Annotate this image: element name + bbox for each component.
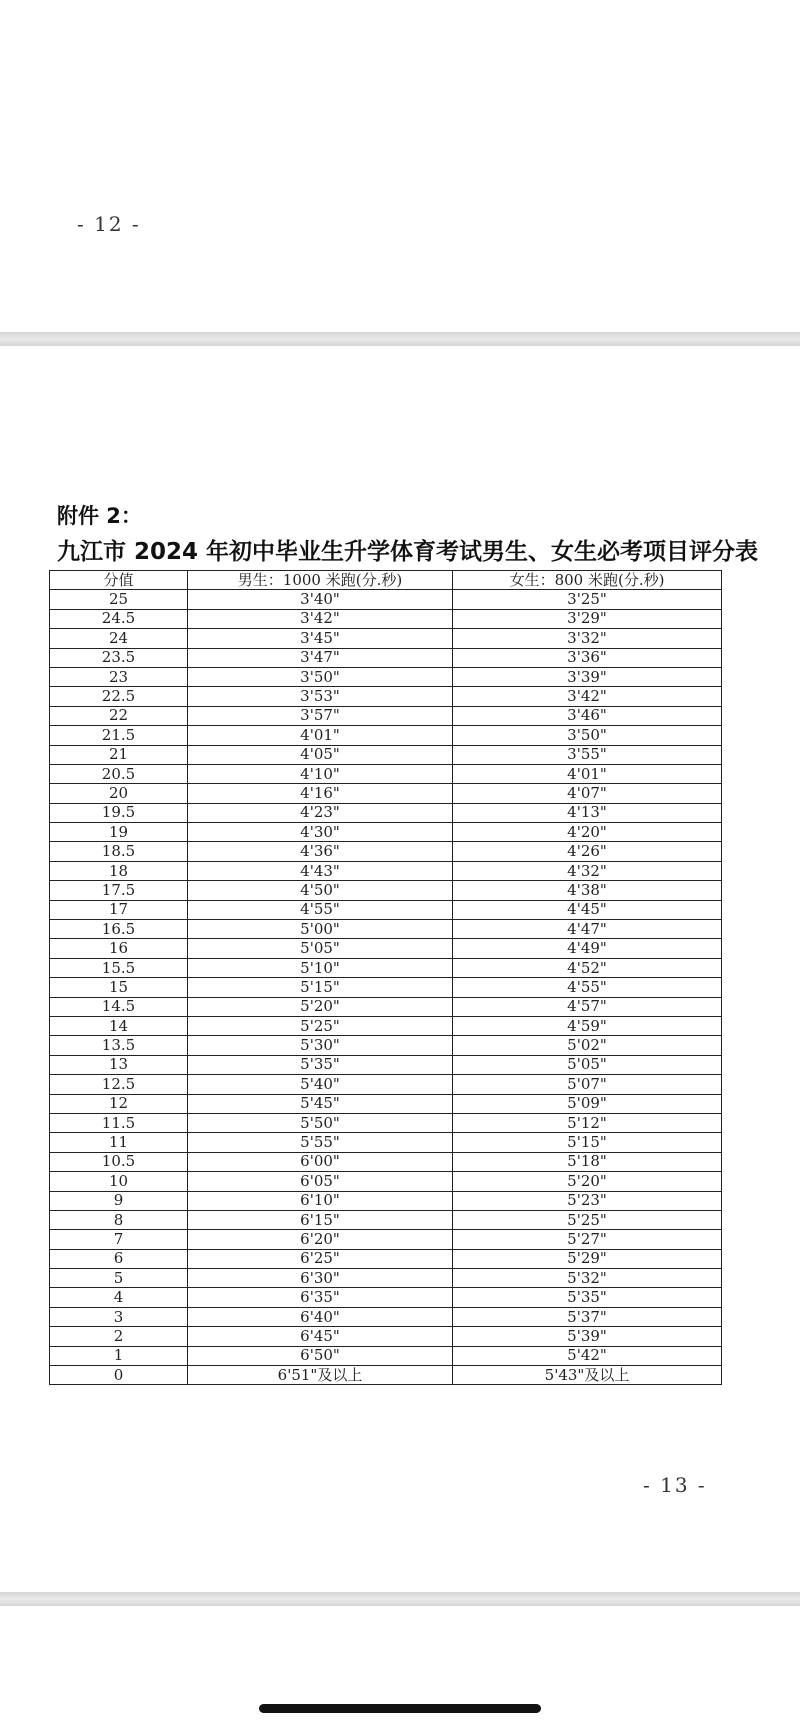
table-row <box>50 784 722 803</box>
cell-boys-time: 5'25" <box>188 1016 453 1035</box>
cell-boys-time: 3'45" <box>188 629 453 648</box>
cell-score: 17.5 <box>50 881 188 900</box>
cell-girls-time: 5'07" <box>453 1075 722 1094</box>
table-row <box>50 823 722 842</box>
table-row <box>50 958 722 977</box>
cell-boys-time: 4'43" <box>188 861 453 880</box>
cell-boys-time: 5'30" <box>188 1036 453 1055</box>
cell-girls-time: 5'39" <box>453 1327 722 1346</box>
cell-girls-time: 5'09" <box>453 1094 722 1113</box>
cell-girls-time: 4'38" <box>453 881 722 900</box>
cell-score: 10 <box>50 1172 188 1191</box>
cell-boys-time: 4'05" <box>188 745 453 764</box>
cell-girls-time: 5'02" <box>453 1036 722 1055</box>
cell-girls-time: 3'39" <box>453 667 722 686</box>
cell-girls-time: 3'42" <box>453 687 722 706</box>
cell-boys-time: 3'50" <box>188 667 453 686</box>
attachment-label: 附件 2： <box>57 504 142 528</box>
table-row <box>50 997 722 1016</box>
cell-girls-time: 5'42" <box>453 1346 722 1365</box>
header-score: 分值 <box>50 571 188 590</box>
table-row <box>50 726 722 745</box>
home-indicator[interactable] <box>259 1704 541 1713</box>
table-row <box>50 1327 722 1346</box>
table-row <box>50 609 722 628</box>
cell-score: 15 <box>50 978 188 997</box>
table-row <box>50 900 722 919</box>
cell-girls-time: 5'32" <box>453 1269 722 1288</box>
cell-boys-time: 6'51"及以上 <box>188 1366 453 1385</box>
cell-girls-time: 3'50" <box>453 726 722 745</box>
table-row <box>50 1346 722 1365</box>
cell-score: 18.5 <box>50 842 188 861</box>
cell-girls-time: 3'25" <box>453 590 722 609</box>
cell-boys-time: 4'50" <box>188 881 453 900</box>
table-row <box>50 978 722 997</box>
cell-girls-time: 5'43"及以上 <box>453 1366 722 1385</box>
table-row <box>50 1210 722 1229</box>
cell-girls-time: 4'47" <box>453 920 722 939</box>
cell-score: 9 <box>50 1191 188 1210</box>
cell-score: 25 <box>50 590 188 609</box>
header-boys-1000m: 男生：1000 米跑(分.秒) <box>188 571 453 590</box>
cell-score: 22.5 <box>50 687 188 706</box>
cell-girls-time: 3'29" <box>453 609 722 628</box>
cell-score: 18 <box>50 861 188 880</box>
cell-score: 20.5 <box>50 764 188 783</box>
cell-score: 11 <box>50 1133 188 1152</box>
cell-girls-time: 3'46" <box>453 706 722 725</box>
table-row <box>50 1113 722 1132</box>
cell-boys-time: 3'40" <box>188 590 453 609</box>
cell-boys-time: 3'42" <box>188 609 453 628</box>
cell-girls-time: 3'32" <box>453 629 722 648</box>
cell-score: 24 <box>50 629 188 648</box>
cell-score: 14 <box>50 1016 188 1035</box>
table-row <box>50 1133 722 1152</box>
cell-girls-time: 4'49" <box>453 939 722 958</box>
table-row <box>50 1152 722 1171</box>
document-title: 九江市 2024 年初中毕业生升学体育考试男生、女生必考项目评分表 <box>57 539 759 565</box>
cell-boys-time: 5'50" <box>188 1113 453 1132</box>
table-row <box>50 1230 722 1249</box>
cell-score: 22 <box>50 706 188 725</box>
table-row <box>50 1249 722 1268</box>
page-separator <box>0 1592 800 1606</box>
cell-score: 19.5 <box>50 803 188 822</box>
cell-girls-time: 5'05" <box>453 1055 722 1074</box>
cell-boys-time: 3'53" <box>188 687 453 706</box>
cell-girls-time: 5'37" <box>453 1307 722 1326</box>
cell-score: 17 <box>50 900 188 919</box>
cell-boys-time: 6'50" <box>188 1346 453 1365</box>
cell-score: 23 <box>50 667 188 686</box>
cell-girls-time: 4'57" <box>453 997 722 1016</box>
cell-boys-time: 6'10" <box>188 1191 453 1210</box>
table-row <box>50 1094 722 1113</box>
cell-boys-time: 5'55" <box>188 1133 453 1152</box>
cell-girls-time: 4'13" <box>453 803 722 822</box>
cell-score: 5 <box>50 1269 188 1288</box>
cell-girls-time: 5'29" <box>453 1249 722 1268</box>
table-row <box>50 881 722 900</box>
cell-girls-time: 5'12" <box>453 1113 722 1132</box>
cell-boys-time: 5'15" <box>188 978 453 997</box>
cell-score: 19 <box>50 823 188 842</box>
cell-score: 3 <box>50 1307 188 1326</box>
cell-score: 21.5 <box>50 726 188 745</box>
cell-boys-time: 5'40" <box>188 1075 453 1094</box>
cell-girls-time: 5'27" <box>453 1230 722 1249</box>
cell-boys-time: 3'47" <box>188 648 453 667</box>
cell-score: 13 <box>50 1055 188 1074</box>
cell-score: 14.5 <box>50 997 188 1016</box>
cell-score: 8 <box>50 1210 188 1229</box>
cell-score: 10.5 <box>50 1152 188 1171</box>
cell-boys-time: 5'05" <box>188 939 453 958</box>
table-row <box>50 1191 722 1210</box>
cell-score: 11.5 <box>50 1113 188 1132</box>
table-row <box>50 687 722 706</box>
cell-boys-time: 3'57" <box>188 706 453 725</box>
table-row <box>50 1075 722 1094</box>
page-number: - 12 - <box>77 212 141 236</box>
cell-boys-time: 4'01" <box>188 726 453 745</box>
cell-boys-time: 4'16" <box>188 784 453 803</box>
cell-girls-time: 5'15" <box>453 1133 722 1152</box>
cell-score: 7 <box>50 1230 188 1249</box>
cell-score: 20 <box>50 784 188 803</box>
cell-boys-time: 5'35" <box>188 1055 453 1074</box>
cell-girls-time: 5'25" <box>453 1210 722 1229</box>
page-number: - 13 - <box>643 1473 707 1497</box>
cell-girls-time: 4'59" <box>453 1016 722 1035</box>
cell-girls-time: 4'26" <box>453 842 722 861</box>
table-row <box>50 1288 722 1307</box>
cell-girls-time: 4'52" <box>453 958 722 977</box>
table-body <box>50 590 722 1385</box>
document-page-12 <box>0 0 800 332</box>
cell-score: 6 <box>50 1249 188 1268</box>
score-table <box>49 570 722 1385</box>
table-row <box>50 920 722 939</box>
table-row <box>50 1016 722 1035</box>
cell-boys-time: 4'10" <box>188 764 453 783</box>
cell-score: 12 <box>50 1094 188 1113</box>
table-row <box>50 842 722 861</box>
table-row <box>50 1307 722 1326</box>
cell-score: 15.5 <box>50 958 188 977</box>
table-row <box>50 706 722 725</box>
cell-girls-time: 5'35" <box>453 1288 722 1307</box>
table-row <box>50 667 722 686</box>
cell-girls-time: 4'45" <box>453 900 722 919</box>
cell-girls-time: 4'07" <box>453 784 722 803</box>
cell-girls-time: 4'55" <box>453 978 722 997</box>
cell-boys-time: 5'00" <box>188 920 453 939</box>
table-row <box>50 629 722 648</box>
cell-boys-time: 5'20" <box>188 997 453 1016</box>
header-girls-800m: 女生：800 米跑(分.秒) <box>453 571 722 590</box>
cell-girls-time: 5'20" <box>453 1172 722 1191</box>
cell-boys-time: 4'30" <box>188 823 453 842</box>
cell-score: 13.5 <box>50 1036 188 1055</box>
cell-boys-time: 6'00" <box>188 1152 453 1171</box>
cell-score: 21 <box>50 745 188 764</box>
table-row <box>50 939 722 958</box>
cell-score: 16 <box>50 939 188 958</box>
cell-boys-time: 6'05" <box>188 1172 453 1191</box>
cell-girls-time: 5'18" <box>453 1152 722 1171</box>
table-row <box>50 803 722 822</box>
cell-score: 1 <box>50 1346 188 1365</box>
table-header-row <box>50 571 722 590</box>
cell-boys-time: 6'45" <box>188 1327 453 1346</box>
table-row <box>50 1366 722 1385</box>
cell-score: 24.5 <box>50 609 188 628</box>
cell-boys-time: 4'23" <box>188 803 453 822</box>
cell-boys-time: 4'36" <box>188 842 453 861</box>
table-row <box>50 1055 722 1074</box>
table-row <box>50 1269 722 1288</box>
cell-boys-time: 5'45" <box>188 1094 453 1113</box>
cell-girls-time: 3'36" <box>453 648 722 667</box>
cell-girls-time: 4'01" <box>453 764 722 783</box>
cell-score: 4 <box>50 1288 188 1307</box>
cell-score: 23.5 <box>50 648 188 667</box>
cell-boys-time: 4'55" <box>188 900 453 919</box>
cell-boys-time: 6'40" <box>188 1307 453 1326</box>
cell-boys-time: 6'20" <box>188 1230 453 1249</box>
cell-boys-time: 5'10" <box>188 958 453 977</box>
cell-girls-time: 5'23" <box>453 1191 722 1210</box>
cell-score: 16.5 <box>50 920 188 939</box>
cell-boys-time: 6'30" <box>188 1269 453 1288</box>
cell-boys-time: 6'25" <box>188 1249 453 1268</box>
cell-girls-time: 4'32" <box>453 861 722 880</box>
cell-score: 2 <box>50 1327 188 1346</box>
table-row <box>50 1036 722 1055</box>
cell-score: 0 <box>50 1366 188 1385</box>
cell-girls-time: 4'20" <box>453 823 722 842</box>
table-row <box>50 1172 722 1191</box>
table-row <box>50 590 722 609</box>
table-row <box>50 648 722 667</box>
cell-score: 12.5 <box>50 1075 188 1094</box>
cell-girls-time: 3'55" <box>453 745 722 764</box>
page-separator <box>0 332 800 346</box>
cell-boys-time: 6'15" <box>188 1210 453 1229</box>
table-row <box>50 745 722 764</box>
cell-boys-time: 6'35" <box>188 1288 453 1307</box>
table-row <box>50 861 722 880</box>
table-row <box>50 764 722 783</box>
